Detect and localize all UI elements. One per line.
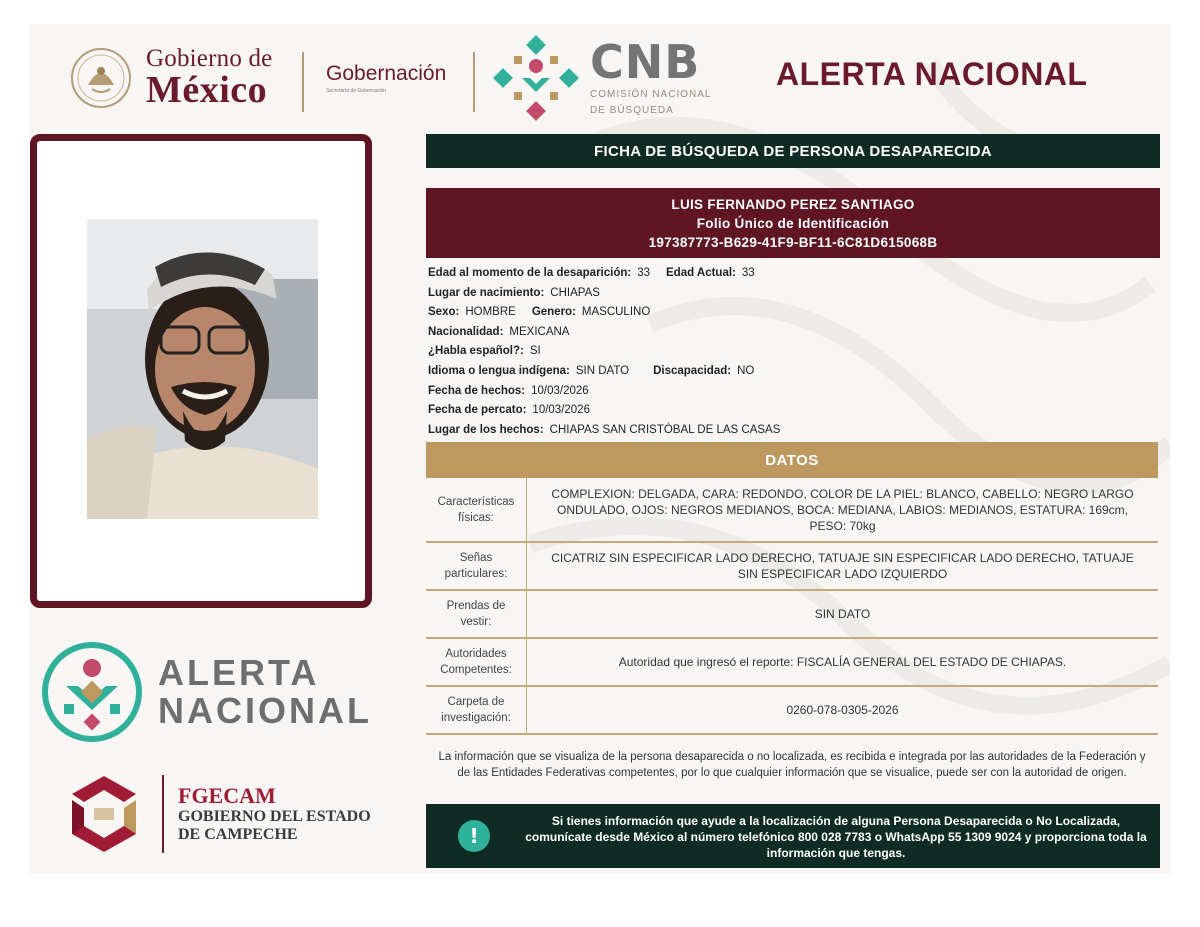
alerta-logo-line1: ALERTA — [158, 652, 320, 693]
contact-text: Si tienes información que ayude a la localización de alguna Persona Desaparecida o No Localizada, comunícate desde México al número telefónico 800 028 7783 o WhatsApp 55 1309 9024 y proporciona toda la información que tengas. — [525, 814, 1147, 860]
row-label — [426, 542, 527, 590]
fgecam-logo-icon — [64, 772, 144, 856]
info-row-nacionalidad — [428, 323, 780, 343]
row-value: Autoridad que ingresó el reporte: FISCALÍA GENERAL DEL ESTADO DE CHIAPAS. — [527, 638, 1159, 686]
gobierno-line2: México — [146, 69, 268, 111]
datos-table — [426, 478, 1158, 735]
row-value: COMPLEXION: DELGADA, CARA: REDONDO, COLOR DE LA PIEL: BLANCO, CABELLO: NEGRO LARGO ONDULADO, OJOS: NEGROS MEDIANOS, BOCA: MEDIANA, LABIOS: MEDIANOS, ESTATURA: 169cm, PESO: 70kg — [527, 478, 1159, 542]
gobernacion-sub: Secretaría de Gobernación — [326, 88, 387, 94]
fgecam-line1: GOBIERNO DEL ESTADO — [178, 808, 371, 825]
info-value: 10/03/2026 — [531, 384, 589, 397]
cnb-logo — [492, 34, 711, 122]
fgecam-acronym: FGECAM — [178, 783, 276, 808]
row-label-line1: Carpeta de — [447, 696, 505, 708]
row-label-line2: Competentes: — [440, 664, 512, 676]
info-label: Genero: — [531, 306, 576, 319]
disclaimer-text: La información que se visualiza de la persona desaparecida o no localizada, es recibida e integrada por las autoridades de la Federación y de las Entidades Federativas competentes, por lo que cualquier información que se visualice, puede ser con la autoridad de origen. — [438, 751, 1146, 779]
row-label-line2: físicas: — [458, 511, 494, 524]
folio-label: Folio Único de Identificación — [696, 216, 890, 231]
header-divider — [302, 52, 304, 112]
row-label-line2: particulares: — [444, 568, 508, 580]
info-row-lugar-hechos — [428, 421, 780, 441]
info-label: Lugar de los hechos: — [428, 423, 544, 436]
info-value: 33 — [637, 267, 651, 279]
info-row-fecha-percato — [428, 401, 780, 421]
row-label — [426, 478, 527, 542]
info-row-fecha-hechos — [428, 382, 780, 402]
ficha-title-bar: FICHA DE BÚSQUEDA DE PERSONA DESAPARECIDA — [426, 134, 1160, 168]
info-value: NO — [737, 364, 755, 377]
row-label — [426, 590, 527, 638]
row-label — [426, 686, 527, 734]
info-value: CHIAPAS — [550, 286, 600, 299]
cnb-line1: COMISIÓN NACIONAL — [590, 89, 712, 100]
info-value: 10/03/2026 — [532, 404, 590, 417]
info-row-sexo — [428, 303, 780, 323]
alerta-nacional-title: ALERTA NACIONAL — [776, 56, 1088, 92]
alerta-logo-line2: NACIONAL — [158, 690, 372, 731]
folio-number: 197387773-B629-41F9-BF11-6C81D615068B — [648, 235, 938, 250]
info-value: CHIAPAS SAN CRISTÓBAL DE LAS CASAS — [549, 423, 781, 436]
row-value: CICATRIZ SIN ESPECIFICAR LADO DERECHO, TATUAJE SIN ESPECIFICAR LADO DERECHO, TATUAJE SIN ESPECIFICAR LADO IZQUIERDO — [527, 542, 1159, 590]
datos-title-bar: DATOS — [426, 442, 1158, 478]
info-exclamation-icon: ! — [458, 820, 490, 852]
cnb-acronym: CNB — [590, 35, 701, 89]
fgecam-divider — [162, 775, 164, 853]
row-label-line1: Prendas de — [446, 600, 506, 612]
fgecam-logo — [64, 772, 371, 856]
info-label: Discapacidad: — [653, 364, 732, 377]
alerta-nacional-logo-icon — [40, 640, 144, 744]
person-info-list — [428, 264, 780, 440]
gobierno-mexico-logo — [70, 46, 272, 109]
photo-frame — [30, 134, 372, 608]
contact-bar — [426, 804, 1160, 868]
info-label: ¿Habla español?: — [428, 345, 524, 358]
person-name: LUIS FERNANDO PEREZ SANTIAGO — [671, 197, 915, 212]
fgecam-line2: DE CAMPECHE — [178, 826, 298, 843]
info-value: HOMBRE — [465, 306, 516, 319]
person-photo — [87, 219, 318, 519]
row-value: SIN DATO — [527, 590, 1159, 638]
alert-sheet — [30, 24, 1170, 874]
info-value: SI — [529, 345, 541, 358]
mexico-seal-icon — [70, 47, 132, 109]
row-label-line1: Características — [437, 495, 515, 508]
info-label: Edad Actual: — [666, 267, 736, 279]
info-value: SIN DATO — [575, 364, 630, 377]
alerta-nacional-logo — [40, 640, 372, 744]
table-row — [426, 590, 1158, 638]
cnb-logo-icon — [492, 34, 580, 122]
info-label: Nacionalidad: — [428, 325, 504, 338]
header-divider — [473, 52, 475, 112]
gobierno-line1: Gobierno de — [146, 45, 273, 72]
info-row-nacimiento — [428, 284, 780, 304]
info-label: Fecha de percato: — [428, 404, 527, 417]
row-label-line2: investigación: — [441, 712, 511, 724]
gobernacion-logo — [326, 62, 446, 94]
row-label — [426, 638, 527, 686]
gobernacion-label: Gobernación — [326, 62, 447, 85]
row-value: 0260-078-0305-2026 — [527, 686, 1159, 734]
row-label-line2: vestir: — [460, 616, 492, 628]
info-label: Fecha de hechos: — [428, 384, 526, 397]
info-row-edad — [428, 264, 780, 284]
person-identity-box — [426, 188, 1160, 258]
info-row-habla — [428, 342, 780, 362]
table-row — [426, 542, 1158, 590]
info-value: 33 — [741, 267, 755, 279]
info-row-idioma — [428, 362, 780, 382]
info-label: Sexo: — [428, 306, 460, 319]
table-row — [426, 478, 1158, 542]
cnb-line2: DE BÚSQUEDA — [590, 105, 674, 116]
info-value: MEXICANA — [509, 325, 570, 338]
info-value: MASCULINO — [581, 306, 651, 319]
info-label: Lugar de nacimiento: — [428, 286, 545, 299]
row-label-line1: Señas — [459, 552, 493, 564]
info-label: Edad al momento de la desaparición: — [428, 267, 632, 279]
table-row — [426, 638, 1158, 686]
info-label: Idioma o lengua indígena: — [428, 364, 570, 377]
row-label-line1: Autoridades — [445, 648, 507, 660]
table-row — [426, 686, 1158, 734]
